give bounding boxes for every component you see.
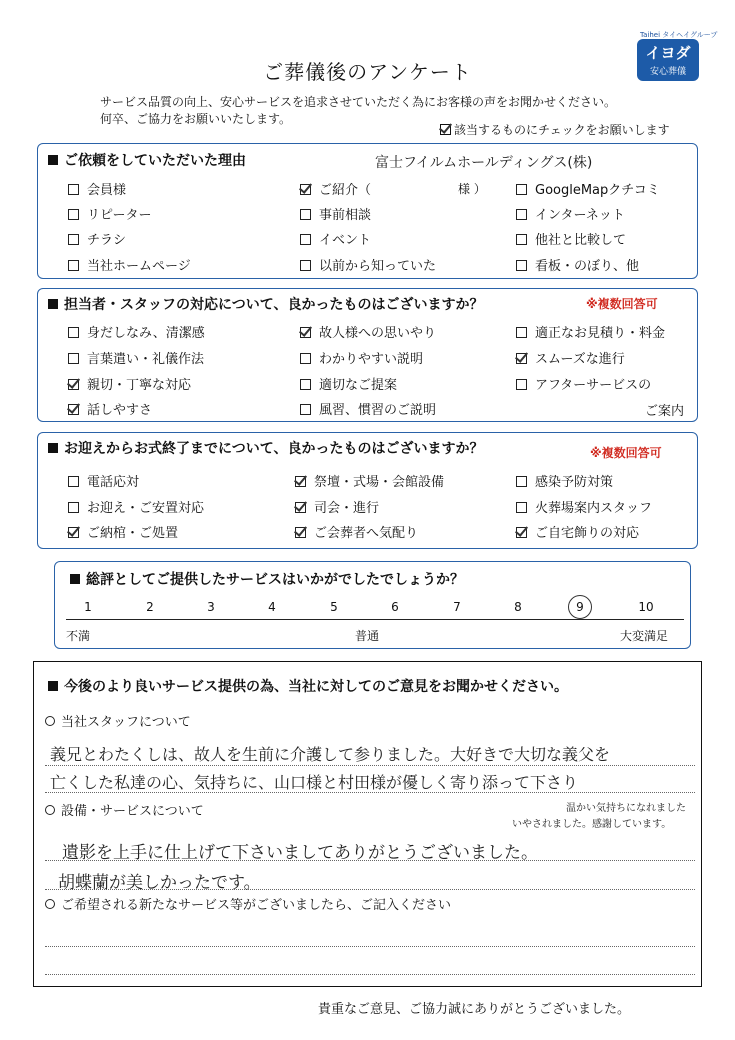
checkbox[interactable]: [516, 327, 527, 338]
scale-number-selected[interactable]: 9: [576, 600, 584, 614]
checkbox[interactable]: [516, 209, 527, 220]
checkbox-item[interactable]: 感染予防対策: [516, 471, 613, 490]
page-title: ご葬儀後のアンケート: [263, 60, 472, 84]
checkbox[interactable]: [516, 476, 527, 487]
scale-number[interactable]: 6: [391, 600, 399, 614]
checkbox[interactable]: [300, 404, 311, 415]
checkbox-item[interactable]: 当社ホームページ: [68, 255, 191, 274]
staff-comment: 温かい気持ちになれました: [566, 803, 686, 814]
checkbox[interactable]: [516, 234, 527, 245]
scale-number[interactable]: 4: [268, 600, 276, 614]
checkbox-item[interactable]: 火葬場案内スタッフ: [516, 497, 652, 516]
checkbox-item[interactable]: 以前から知っていた: [300, 255, 436, 274]
staff-comment: 義兄とわたくしは、故人を生前に介護して参りました。大好きで大切な義父を: [50, 745, 611, 764]
checkbox[interactable]: [68, 502, 79, 513]
section-staff-heading: 担当者・スタッフの対応について、良かったものはございますか？: [48, 294, 483, 314]
section-ceremony-heading: お迎えからお式終了までについて、良かったものはございますか？: [48, 438, 483, 458]
checkbox[interactable]: [300, 234, 311, 245]
scale-number[interactable]: 2: [146, 600, 154, 614]
checkbox[interactable]: [300, 379, 311, 390]
checkbox-item[interactable]: 適切なご提案: [300, 374, 397, 393]
circle-bullet-icon: [45, 805, 55, 815]
checkbox-item[interactable]: ご自宅飾りの対応: [516, 522, 639, 541]
checkbox-checked[interactable]: [516, 353, 527, 364]
checkbox-checked[interactable]: [300, 327, 311, 338]
checkbox[interactable]: [516, 502, 527, 513]
checkbox-checked[interactable]: [295, 527, 306, 538]
checkbox-checked[interactable]: [300, 184, 311, 195]
checkbox[interactable]: [516, 260, 527, 271]
instruction: [440, 121, 670, 138]
selected-circle-icon: [568, 595, 592, 619]
circle-bullet-icon: [45, 899, 55, 909]
scale-number[interactable]: 3: [207, 600, 215, 614]
checkbox[interactable]: [68, 353, 79, 364]
checkbox-checked[interactable]: [516, 527, 527, 538]
checkbox-item[interactable]: 看板・のぼり、他: [516, 255, 639, 274]
checkbox-item[interactable]: ご納棺・ご処置: [68, 522, 178, 541]
checkbox-item[interactable]: 電話応対: [68, 471, 139, 490]
checkbox-item[interactable]: チラシ: [68, 229, 126, 248]
checkbox-item[interactable]: イベント: [300, 229, 371, 248]
staff-label: 当社スタッフについて: [45, 711, 191, 730]
checkbox-item[interactable]: お迎え・ご安置対応: [68, 497, 204, 516]
checkbox[interactable]: [68, 260, 79, 271]
instruction-text: 該当するものにチェックをお願いします: [454, 123, 670, 137]
checkbox-item[interactable]: 会員様: [68, 179, 126, 198]
checkbox-item[interactable]: 話しやすさ: [68, 399, 152, 418]
checkbox[interactable]: [68, 184, 79, 195]
scale-label-high: 大変満足: [620, 629, 669, 643]
logo-sub: 安心葬儀: [649, 67, 686, 77]
checkbox[interactable]: [516, 184, 527, 195]
item-continuation: ご案内: [645, 404, 685, 419]
checkbox-item[interactable]: GoogleMapクチコミ: [516, 179, 660, 198]
section-opinion-heading: 今後のより良いサービス提供の為、当社に対してのご意見をお聞かせください。: [48, 676, 568, 696]
facility-comment: 胡蝶蘭が美しかったです。: [58, 873, 261, 893]
staff-comment: いやされました。感謝しています。: [512, 819, 672, 830]
checkbox-checked[interactable]: [295, 502, 306, 513]
referral-handwritten: 富士フイルムホールディングス(株): [375, 155, 593, 171]
checkbox-item[interactable]: リピーター: [68, 204, 151, 223]
checkbox-item[interactable]: 司会・進行: [295, 497, 379, 516]
checkbox-item[interactable]: 風習、慣習のご説明: [300, 399, 436, 418]
scale-number[interactable]: 7: [453, 600, 461, 614]
checkbox-item[interactable]: 他社と比較して: [516, 229, 626, 248]
checkbox[interactable]: [300, 209, 311, 220]
scale-line: [66, 619, 684, 620]
checkbox[interactable]: [68, 209, 79, 220]
circle-bullet-icon: [45, 716, 55, 726]
checkbox-item[interactable]: ご紹介（: [300, 179, 371, 198]
checkbox[interactable]: [68, 327, 79, 338]
writing-line: [45, 974, 695, 975]
checkbox[interactable]: [300, 353, 311, 364]
writing-line: [45, 765, 695, 766]
scale-label-low: 不満: [66, 629, 91, 643]
intro-line: 何卒、ご協力をお願いいたします。: [100, 112, 292, 126]
scale-number[interactable]: 10: [638, 600, 654, 614]
referral-suffix: 様 ）: [458, 182, 486, 196]
multiple-answers-note: ※複数回答可: [590, 446, 662, 460]
checkbox-item[interactable]: わかりやすい説明: [300, 348, 423, 367]
facility-label: 設備・サービスについて: [45, 800, 204, 819]
checkbox-item[interactable]: 身だしなみ、清潔感: [68, 322, 205, 341]
checkbox-item[interactable]: ご会葬者へ気配り: [295, 522, 418, 541]
intro-line: サービス品質の向上、安心サービスを追求させていただく為にお客様の声をお聞かせください。: [100, 95, 617, 109]
writing-line: [45, 946, 695, 947]
checkbox-checked[interactable]: [68, 379, 79, 390]
scale-number[interactable]: 1: [84, 600, 92, 614]
scale-label-mid: 普通: [355, 629, 380, 643]
section-rating-heading: 総評としてご提供したサービスはいかがでしたでしょうか？: [70, 569, 464, 589]
checkbox[interactable]: [68, 476, 79, 487]
checkbox-sample-icon: [440, 124, 451, 135]
checkbox-item[interactable]: 祭壇・式場・会館設備: [295, 471, 444, 490]
company-logo: [637, 39, 699, 81]
logo-main: イヨダ: [645, 44, 691, 62]
checkbox[interactable]: [516, 379, 527, 390]
checkbox-item[interactable]: 故人様への思いやり: [300, 322, 436, 341]
scale-number[interactable]: 5: [330, 600, 338, 614]
checkbox[interactable]: [68, 234, 79, 245]
checkbox-checked[interactable]: [295, 476, 306, 487]
facility-comment: 遺影を上手に仕上げて下さいましてありがとうございました。: [62, 843, 538, 863]
checkbox-item[interactable]: インターネット: [516, 204, 625, 223]
section-reasons-heading: ご依頼をしていただいた理由: [48, 150, 246, 170]
multiple-answers-note: ※複数回答可: [586, 297, 658, 311]
checkbox-item[interactable]: アフターサービスの: [516, 374, 651, 393]
staff-comment: 亡くした私達の心、気持ちに、山口様と村田様が優しく寄り添って下さり: [50, 773, 579, 792]
footer-thanks: 貴重なご意見、ご協力誠にありがとうございました。: [318, 1002, 631, 1017]
checkbox-checked[interactable]: [68, 527, 79, 538]
checkbox-item[interactable]: スムーズな進行: [516, 348, 625, 367]
checkbox-checked[interactable]: [68, 404, 79, 415]
checkbox-item[interactable]: 親切・丁寧な対応: [68, 374, 191, 393]
checkbox-item[interactable]: 適正なお見積り・料金: [516, 322, 665, 341]
checkbox-item[interactable]: 言葉遣い・礼儀作法: [68, 348, 204, 367]
request-label: ご希望される新たなサービス等がございましたら、ご記入ください: [45, 894, 451, 913]
checkbox-item[interactable]: 事前相談: [300, 204, 371, 223]
group-logo: Taihei タイヘイグループ: [640, 31, 718, 39]
scale-number[interactable]: 8: [514, 600, 522, 614]
checkbox[interactable]: [300, 260, 311, 271]
